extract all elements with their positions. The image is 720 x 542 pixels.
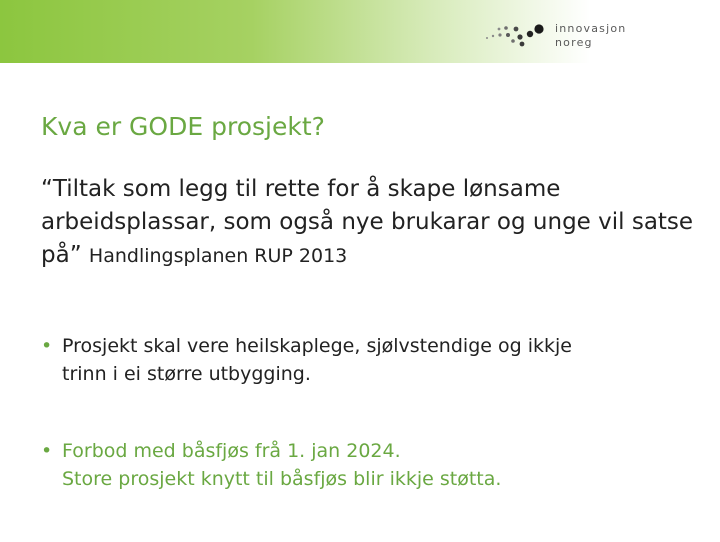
bullet-list [41, 332, 701, 542]
quote-source: Handlingsplanen RUP 2013 [88, 245, 348, 267]
innovasjon-noreg-logo [484, 18, 684, 52]
logo-wordmark [555, 22, 626, 50]
slide-title: Kva er GODE prosjekt? [41, 112, 325, 141]
bullet-marker: • [41, 335, 53, 357]
bullet-item [41, 437, 701, 493]
bullet-line: Store prosjekt knytt til båsfjøs blir ikkje støtta. [62, 468, 502, 490]
bullet-line: Forbod med båsfjøs frå 1. jan 2024. [62, 440, 401, 462]
quote-text: “Tiltak som legg til rette for å skape lønsame arbeidsplassar, som også nye brukarar og unge vil satse på” [41, 176, 694, 268]
bullet-item [41, 332, 701, 388]
logo-line-2: noreg [555, 36, 593, 49]
bullet-line: trinn i ei større utbygging. [62, 363, 311, 385]
bullet-line: Prosjekt skal vere heilskaplege, sjølvstendige og ikkje [62, 335, 572, 357]
bullet-marker: • [41, 440, 53, 462]
dots-arrow-icon [484, 18, 550, 52]
logo-line-1: innovasjon [555, 22, 627, 35]
quote-block [41, 173, 701, 273]
